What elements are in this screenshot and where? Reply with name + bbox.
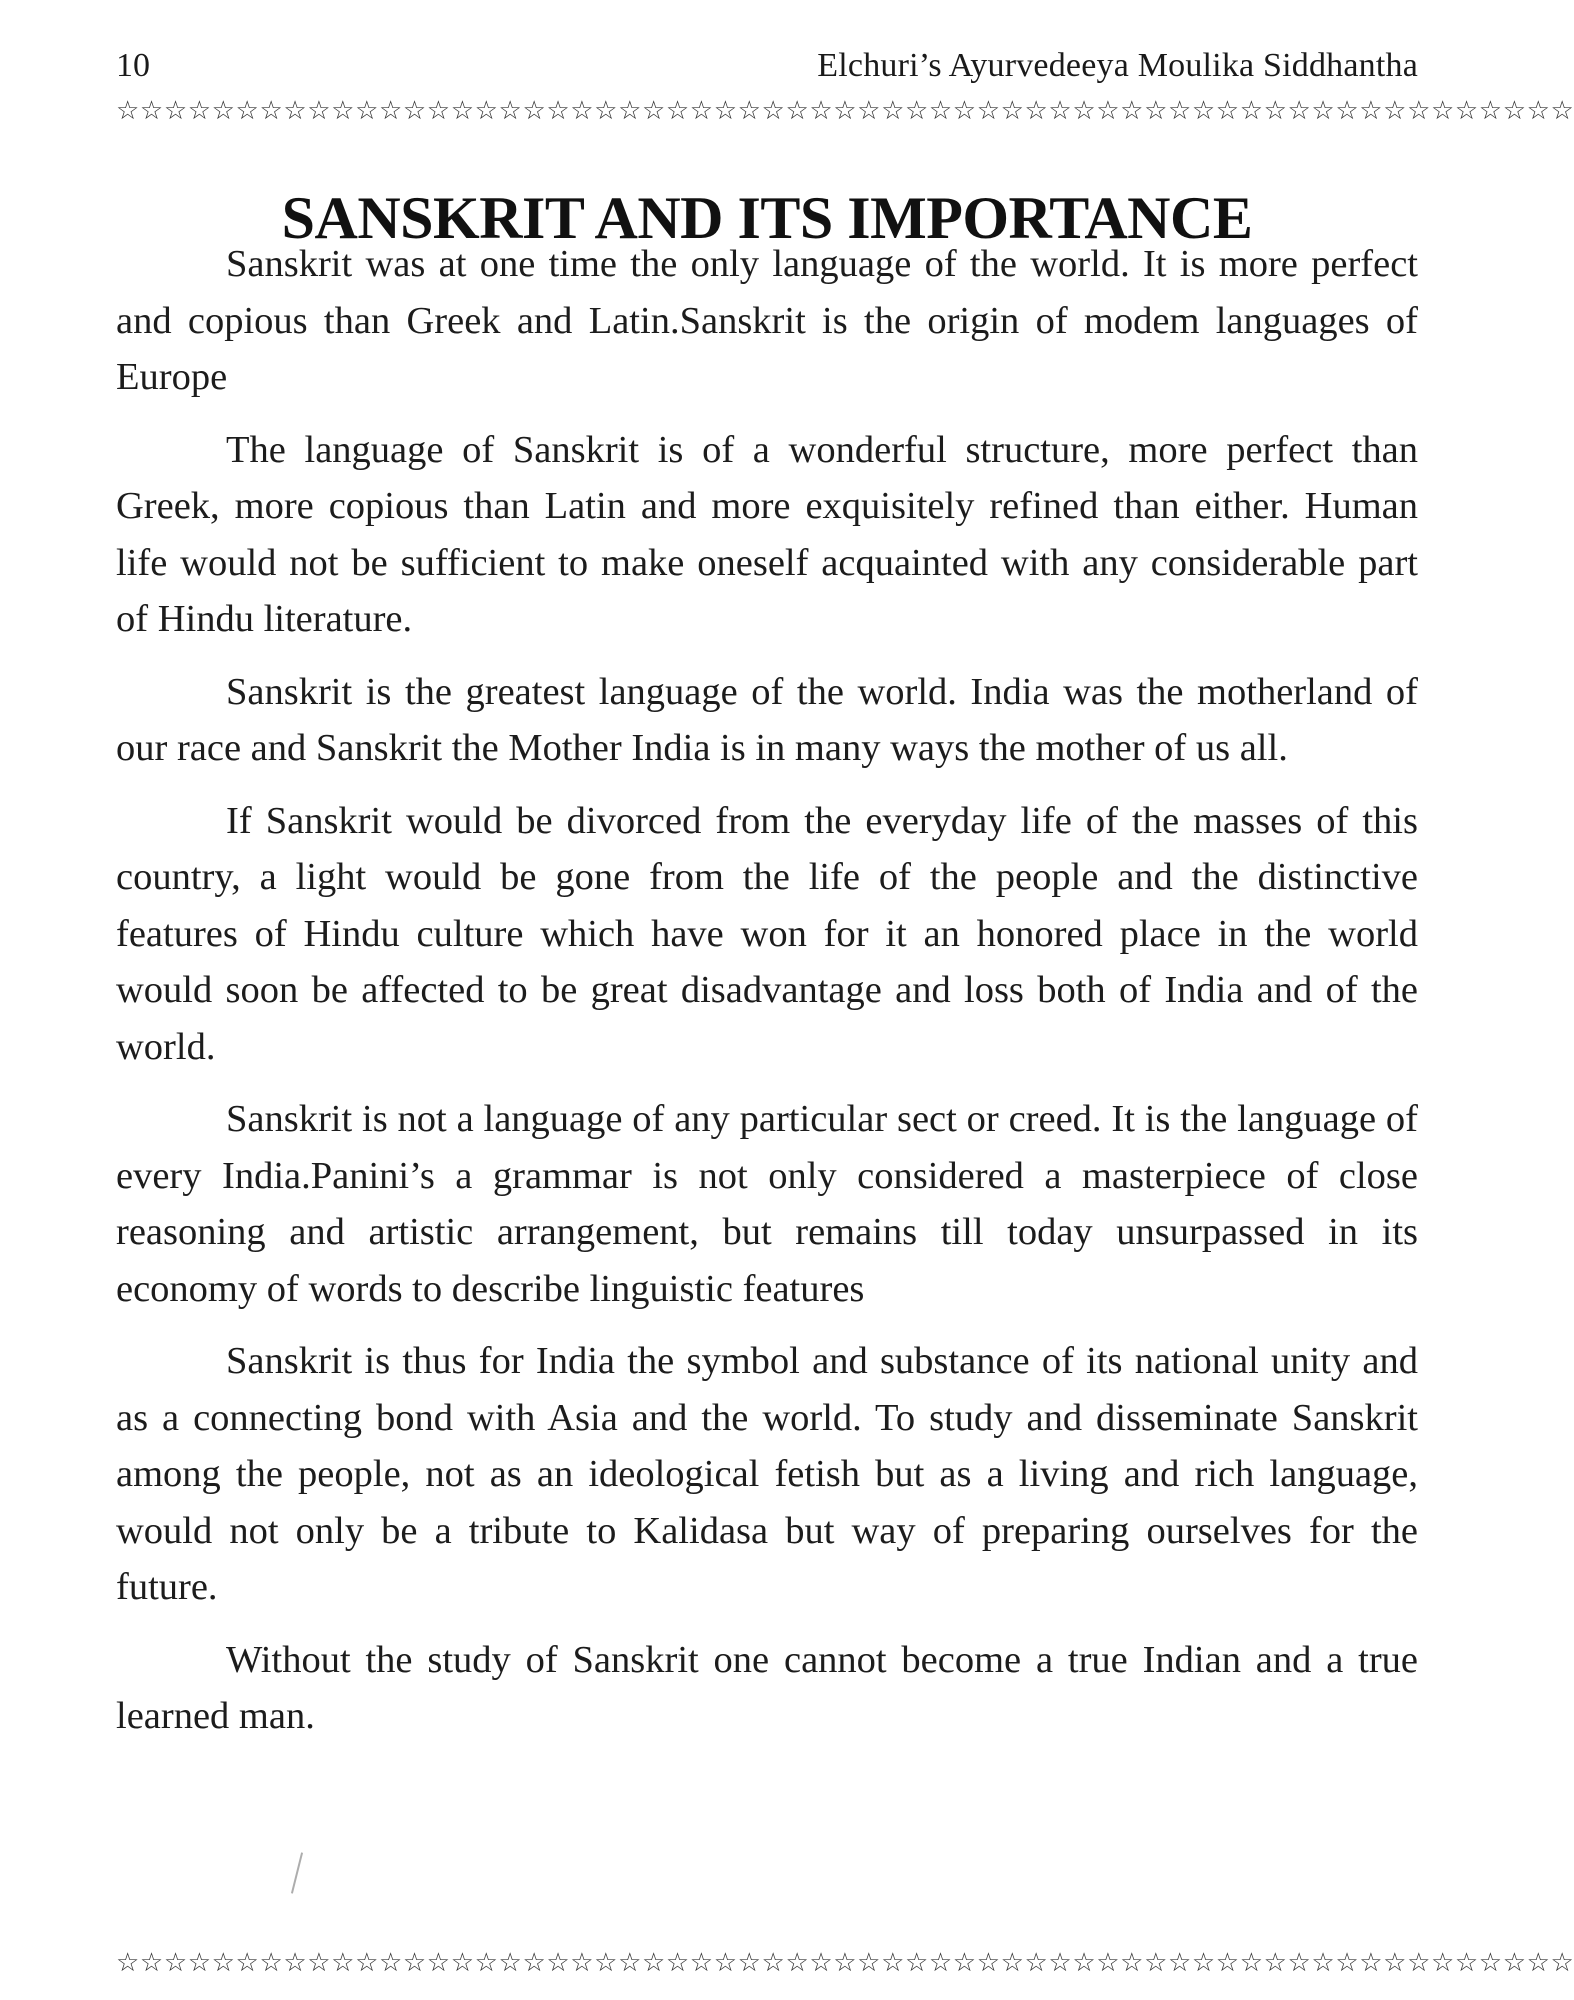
book-title: Elchuri’s Ayurvedeeya Moulika Siddhantha	[817, 47, 1418, 84]
paragraph-3: Sanskrit is the greatest language of the world. India was the motherland of our race and Sanskrit the Mother India is in many ways the mother of us all.	[116, 670, 1418, 769]
stray-pencil-mark	[291, 1852, 303, 1893]
top-star-border: ☆☆☆☆☆☆☆☆☆☆☆☆☆☆☆☆☆☆☆☆☆☆☆☆☆☆☆☆☆☆☆☆☆☆☆☆☆☆☆☆☆☆☆☆☆☆☆☆☆☆☆☆☆☆☆☆☆☆☆☆☆	[116, 96, 1574, 126]
running-header	[116, 44, 1418, 88]
paragraph-7: Without the study of Sanskrit one cannot become a true Indian and a true learned man.	[116, 1638, 1418, 1737]
paragraph-5: Sanskrit is not a language of any particular sect or creed. It is the language of every India.Panini’s a grammar is not only considered a masterpiece of close reasoning and artistic arrangement, but remains till today unsurpassed in its economy of words to describe linguistic features	[116, 1098, 1418, 1310]
paragraph-4: If Sanskrit would be divorced from the everyday life of the masses of this country, a light would be gone from the life of the people and the distinctive features of Hindu culture which have won for it an honored place in the world would soon be affected to be great disadvantage and loss both of India and of the world.	[116, 799, 1418, 1068]
paragraph-2: The language of Sanskrit is of a wonderful structure, more perfect than Greek, more copious than Latin and more exquisitely refined than either. Human life would not be sufficient to make oneself acquainted with any considerable part of Hindu literature.	[116, 428, 1418, 640]
body-text	[116, 236, 1418, 1761]
page-number: 10	[116, 47, 150, 84]
chapter-title: SANSKRIT AND ITS IMPORTANCE	[281, 185, 1253, 252]
paragraph-1: Sanskrit was at one time the only language of the world. It is more perfect and copious than Greek and Latin.Sanskrit is the origin of modem languages of Europe	[116, 243, 1418, 398]
paragraph-6: Sanskrit is thus for India the symbol and substance of its national unity and as a connecting bond with Asia and the world. To study and disseminate Sanskrit among the people, not as an ideological fetish but as a living and rich language, would not only be a tribute to Kalidasa but way of preparing ourselves for the future.	[116, 1340, 1418, 1608]
bottom-star-border: ☆☆☆☆☆☆☆☆☆☆☆☆☆☆☆☆☆☆☆☆☆☆☆☆☆☆☆☆☆☆☆☆☆☆☆☆☆☆☆☆☆☆☆☆☆☆☆☆☆☆☆☆☆☆☆☆☆☆☆☆☆	[116, 1948, 1574, 1978]
